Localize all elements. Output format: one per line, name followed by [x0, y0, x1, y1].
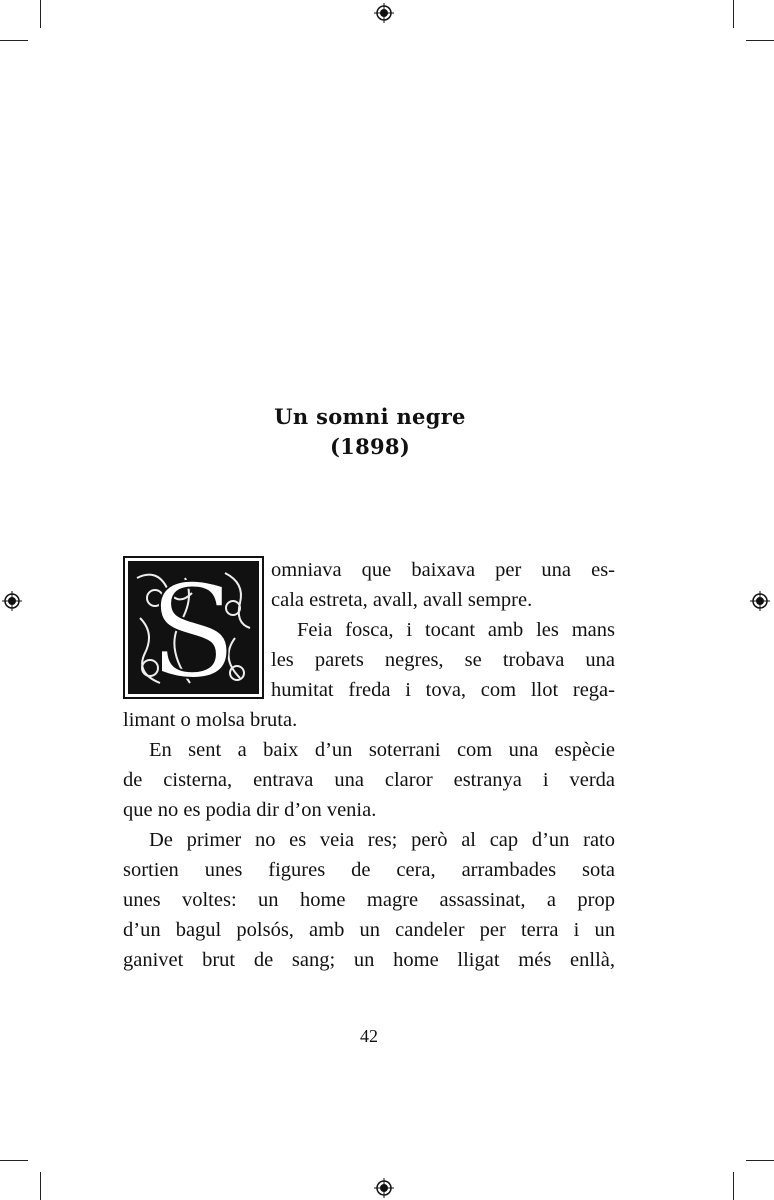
text-line: que no es podia dir d’on venia. [123, 799, 377, 821]
ornamental-drop-cap [123, 556, 264, 699]
text-line: De primer no es veia res; però al cap d’un rato [149, 829, 615, 851]
crop-mark [746, 1160, 774, 1161]
registration-mark-icon [750, 591, 770, 611]
text-line: d’un bagul polsós, amb un candeler per terra i un [123, 919, 615, 941]
text-line: les parets negres, se trobava una [271, 649, 615, 671]
svg-text:S: S [149, 558, 237, 697]
text-line: En sent a baix d’un soterrani com una espècie [149, 739, 615, 761]
chapter-year: (1898) [329, 434, 411, 459]
text-line: sortien unes figures de cera, arrambades sota [123, 859, 615, 881]
registration-mark-icon [2, 591, 22, 611]
page-number: 42 [360, 1026, 378, 1046]
text-line: ganivet brut de sang; un home lligat més enllà, [123, 949, 615, 971]
crop-mark [0, 1160, 28, 1161]
crop-mark [40, 0, 41, 28]
text-line: de cisterna, entrava una claror estranya i verda [123, 769, 615, 791]
registration-mark-icon [374, 1178, 394, 1198]
text-line: unes voltes: un home magre assassinat, a prop [123, 889, 615, 911]
registration-mark-icon [374, 3, 394, 23]
crop-mark [746, 40, 774, 41]
floral-ornament-icon [125, 558, 262, 697]
text-line: cala estreta, avall, avall sempre. [271, 589, 533, 611]
crop-mark [733, 0, 734, 28]
text-line: Feia fosca, i tocant amb les mans [297, 619, 615, 641]
text-line: limant o molsa bruta. [123, 709, 298, 731]
text-line: omniava que baixava per una es- [271, 559, 615, 581]
text-line: humitat freda i tova, com llot rega- [271, 679, 615, 701]
crop-mark [733, 1172, 734, 1200]
chapter-title: Un somni negre [274, 404, 466, 429]
crop-mark [0, 40, 28, 41]
crop-mark [40, 1172, 41, 1200]
